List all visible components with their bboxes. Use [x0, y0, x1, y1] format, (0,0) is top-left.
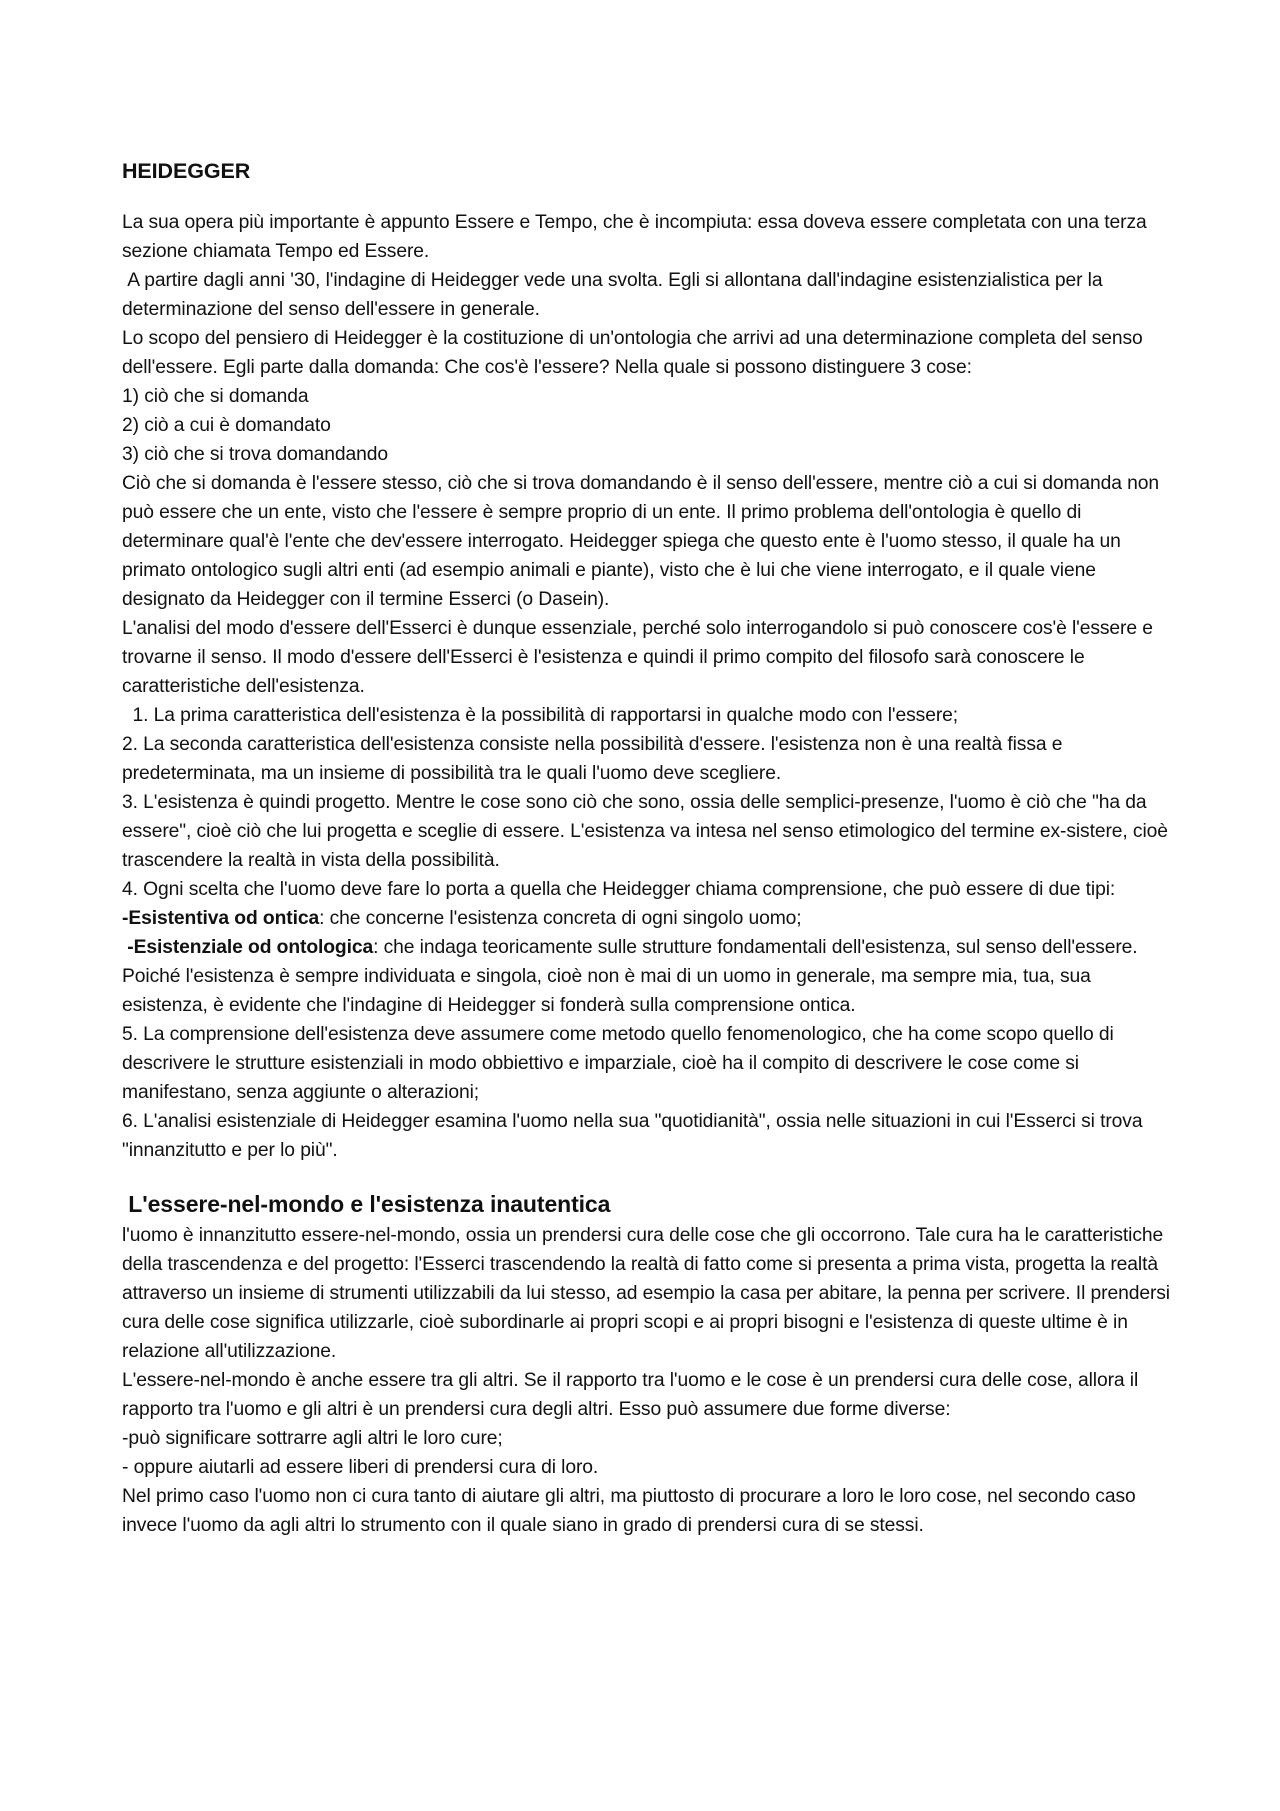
paragraph-domanda: Ciò che si domanda è l'essere stesso, ciò che si trova domandando è il senso dell'essere, mentre ciò a cui si domanda non può essere che un ente, visto che l'essere è sempre proprio di un ente. Il primo problema dell'ontologia è quello di determinare qual'è l'ente che dev'essere interrogato. Heidegger spiega che questo ente è l'uomo stesso, il quale ha un primato ontologico sugli altri enti (ad esempio animali e piante), visto che è lui che viene interrogato, e il quale viene designato da Heidegger con il termine Esserci (o Dasein). — [122, 473, 1165, 610]
section-paragraph-conclusione: Nel primo caso l'uomo non ci cura tanto di aiutare gli altri, ma piuttosto di procurare a loro le loro cose, nel secondo caso invece l'uomo da agli altri lo strumento con il quale siano in grado di prendersi cura di se stessi. — [122, 1486, 1141, 1536]
characteristic-3: 3. L'esistenza è quindi progetto. Mentre le cose sono ciò che sono, ossia delle semplici-presenze, l'uomo è ciò che "ha da essere", cioè ciò che lui progetta e sceglie di essere. L'esistenza va intesa nel senso etimologico del termine ex-sistere, cioè trascendere la realtà in vista della possibilità. — [122, 792, 1174, 871]
section-list-item-1: -può significare sottrarre agli altri le loro cure; — [122, 1428, 503, 1449]
characteristic-5: 5. La comprensione dell'esistenza deve assumere come metodo quello fenomenologico, che ha come scopo quello di descrivere le strutture esistenziali in modo obbiettivo e imparziale, cioè ha il compito di descrivere le cose come si manifestano, senza aggiunte o alterazioni; — [122, 1024, 1119, 1103]
list-item-1: 1) ciò che si domanda — [122, 386, 309, 407]
paragraph-analisi: L'analisi del modo d'essere dell'Esserci è dunque essenziale, perché solo interrogandolo si può conoscere cos'è l'essere e trovarne il senso. Il modo d'essere dell'Esserci è l'esistenza e quindi il primo compito del filosofo sarà conoscere le caratteristiche dell'esistenza. — [122, 618, 1159, 697]
section-list-item-2: - oppure aiutarli ad essere liberi di prendersi cura di loro. — [122, 1457, 599, 1478]
list-item-3: 3) ciò che si trova domandando — [122, 444, 389, 465]
section-title: L'essere-nel-mondo e l'esistenza inautentica — [122, 1191, 611, 1217]
document-title: HEIDEGGER — [122, 159, 251, 183]
list-item-2: 2) ciò a cui è domandato — [122, 415, 331, 436]
paragraph-svolta: A partire dagli anni '30, l'indagine di Heidegger vede una svolta. Egli si allontana dall'indagine esistenzialistica per la determinazione del senso dell'essere in generale. — [122, 270, 1108, 320]
characteristic-2: 2. La seconda caratteristica dell'esistenza consiste nella possibilità d'essere. l'esistenza non è una realtà fissa e predeterminata, ma un insieme di possibilità tra le quali l'uomo deve scegliere. — [122, 734, 1068, 784]
term-esistentiva — [122, 904, 1172, 933]
section-paragraph-altri: L'essere-nel-mondo è anche essere tra gli altri. Se il rapporto tra l'uomo e le cose è un prendersi cura delle cose, allora il rapporto tra l'uomo e gli altri è un prendersi cura degli altri. Esso può assumere due forme diverse: — [122, 1370, 1144, 1420]
characteristic-6: 6. L'analisi esistenziale di Heidegger esamina l'uomo nella sua "quotidianità", ossia nelle situazioni in cui l'Esserci si trova "innanzitutto e per lo più". — [122, 1111, 1148, 1161]
term-esistenziale — [122, 933, 1172, 1020]
term-esistenziale-label: -Esistenziale od ontologica — [127, 937, 374, 958]
characteristic-4: 4. Ogni scelta che l'uomo deve fare lo porta a quella che Heidegger chiama comprensione, che può essere di due tipi: — [122, 879, 1116, 900]
term-esistenziale-text: : che indaga teoricamente sulle strutture fondamentali dell'esistenza, sul senso dell'essere. Poiché l'esistenza è sempre individuata e singola, cioè non è mai di un uomo in generale, ma sempre mia, tua, sua esistenza, è evidente che l'indagine di Heidegger si fonderà sulla comprensione ontica. — [122, 937, 1143, 1016]
term-esistentiva-text: : che concerne l'esistenza concreta di ogni singolo uomo; — [319, 908, 802, 929]
section-paragraph-cura: l'uomo è innanzitutto essere-nel-mondo, ossia un prendersi cura delle cose che gli occorrono. Tale cura ha le caratteristiche della trascendenza e del progetto: l'Esserci trascendendo la realtà di fatto come si presenta a prima vista, progetta la realtà attraverso un insieme di strumenti utilizzabili da lui stesso, ad esempio la casa per abitare, la penna per scrivere. Il prendersi cura delle cose significa utilizzarle, cioè subordinarle ai propri scopi e ai propri bisogni e l'esistenza di queste ultime è in relazione all'utilizzazione. — [122, 1225, 1176, 1362]
document-page — [122, 156, 1176, 1540]
characteristic-1: 1. La prima caratteristica dell'esistenza è la possibilità di rapportarsi in qualche modo con l'essere; — [122, 705, 959, 726]
paragraph-scopo: Lo scopo del pensiero di Heidegger è la costituzione di un'ontologia che arrivi ad una determinazione completa del senso dell'essere. Egli parte dalla domanda: Che cos'è l'essere? Nella quale si possono distinguere 3 cose: — [122, 328, 1148, 378]
term-esistentiva-label: -Esistentiva od ontica — [122, 908, 320, 929]
paragraph-intro: La sua opera più importante è appunto Essere e Tempo, che è incompiuta: essa doveva essere completata con una terza sezione chiamata Tempo ed Essere. — [122, 212, 1152, 262]
